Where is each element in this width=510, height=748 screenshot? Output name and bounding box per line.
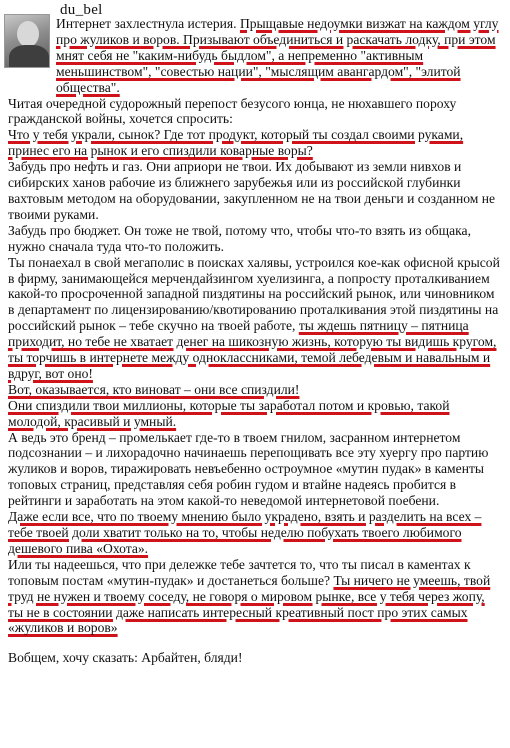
paragraph-8: Они спиздили твои миллионы, которые ты заработал потом и кровью, такой молодой, красивый и умный. xyxy=(8,397,450,429)
paragraph-9: А ведь это бренд – промелькает где-то в твоем гнилом, засранном интернетом подсознании – и лихорадочно начинаешь перепощивать все эту хуергу про партию жуликов и воров, тиражировать невъебенно остроумное «мутин пудак» в каменты топовых страниц, представляя себя робин гудом и втайне надеясь пробится в рейтинги и заработать на этом какой-то неведомой интернетовой поебени. xyxy=(8,429,489,509)
p6-underlined: ты ждешь пятницу – пятница приходит, но тебе не хватает денег на шикозную жизнь, которую ты видишь кругом, ты торчишь в интернете между одноклассниками, темой лебедевым и навальным и вдруг, вот оно! xyxy=(8,318,497,381)
paragraph-2: Читая очередной судорожный перепост безусого юнца, не нюхавшего пороху гражданской войны, хочется спросить: xyxy=(8,95,457,127)
author-name[interactable]: du_bel xyxy=(60,2,103,18)
paragraph-10: Даже если все, что по твоему мнению было украдено, взять и разделить на всех – тебе твоей доли хватит только на то, чтобы неделю побухать твоего любимого дешевого пива «Охота». xyxy=(8,509,482,556)
paragraph-11 xyxy=(8,557,502,637)
paragraph-6 xyxy=(8,255,502,382)
paragraph-7: Вот, оказывается, кто виноват – они все спиздили! xyxy=(8,381,300,397)
post-body xyxy=(8,16,502,666)
p11-underlined: Ты ничего не умеешь, твой труд не нужен и твоему соседу, не говоря о мировом рынке, все у тебя через жопу, ты не в состоянии даже написать интересный креативный пост про этих самых «жуликов и воров» xyxy=(8,572,491,636)
paragraph-5: Забудь про бюджет. Он тоже не твой, потому что, чтобы что-то взять из общака, нужно сначала туда что-то положить. xyxy=(8,222,471,254)
p6-plain: Ты понаехал в свой мегаполис в поисках халявы, устроился кое-как офисной крысой в фирму, занимающейся мерчендайзингом хуелизинга, а попросту проталкиванием какой-то просроченной западной пиздятины на российский рынок, или чиновником в департамент по лицензированию/квотированию проталкивания этой пиздятины на российский рынок – тебе скучно на твоей работе, xyxy=(8,254,500,334)
p1-underlined: Прыщавые недоумки визжат на каждом углу про жуликов и воров. Призывают объединиться и раскачать лодку, при этом мнят себя не "каким-нибудь быдлом", а непременно "активным меньшинством", "совестью нации", "мыслящим авангардом", "элитой общества". xyxy=(56,16,499,95)
p1-plain: Интернет захлестнула истерия. xyxy=(56,16,240,31)
paragraph-4: Забудь про нефть и газ. Они априори не твои. Их добывают из земли нивхов и сибирских ханов рабочие из ближнего зарубежья или из российской глубинки вахтовым методом на оборудовании, закупленном не на твои деньги и созданном не твоими руками. xyxy=(8,159,496,222)
paragraph-12: Вобщем, хочу сказать: Арбайтен, бляди! xyxy=(8,650,243,666)
p11-plain: Или ты надеешься, что при дележке тебе зачтется то, что ты писал в каментах к топовым постам «мутин-пудак» и достанеться больше? xyxy=(8,556,471,588)
paragraph-1 xyxy=(8,16,502,96)
paragraph-3: Что у тебя украли, сынок? Где тот продукт, который ты создал своими руками, принес его на рынок и его спиздили коварные воры? xyxy=(8,127,464,159)
